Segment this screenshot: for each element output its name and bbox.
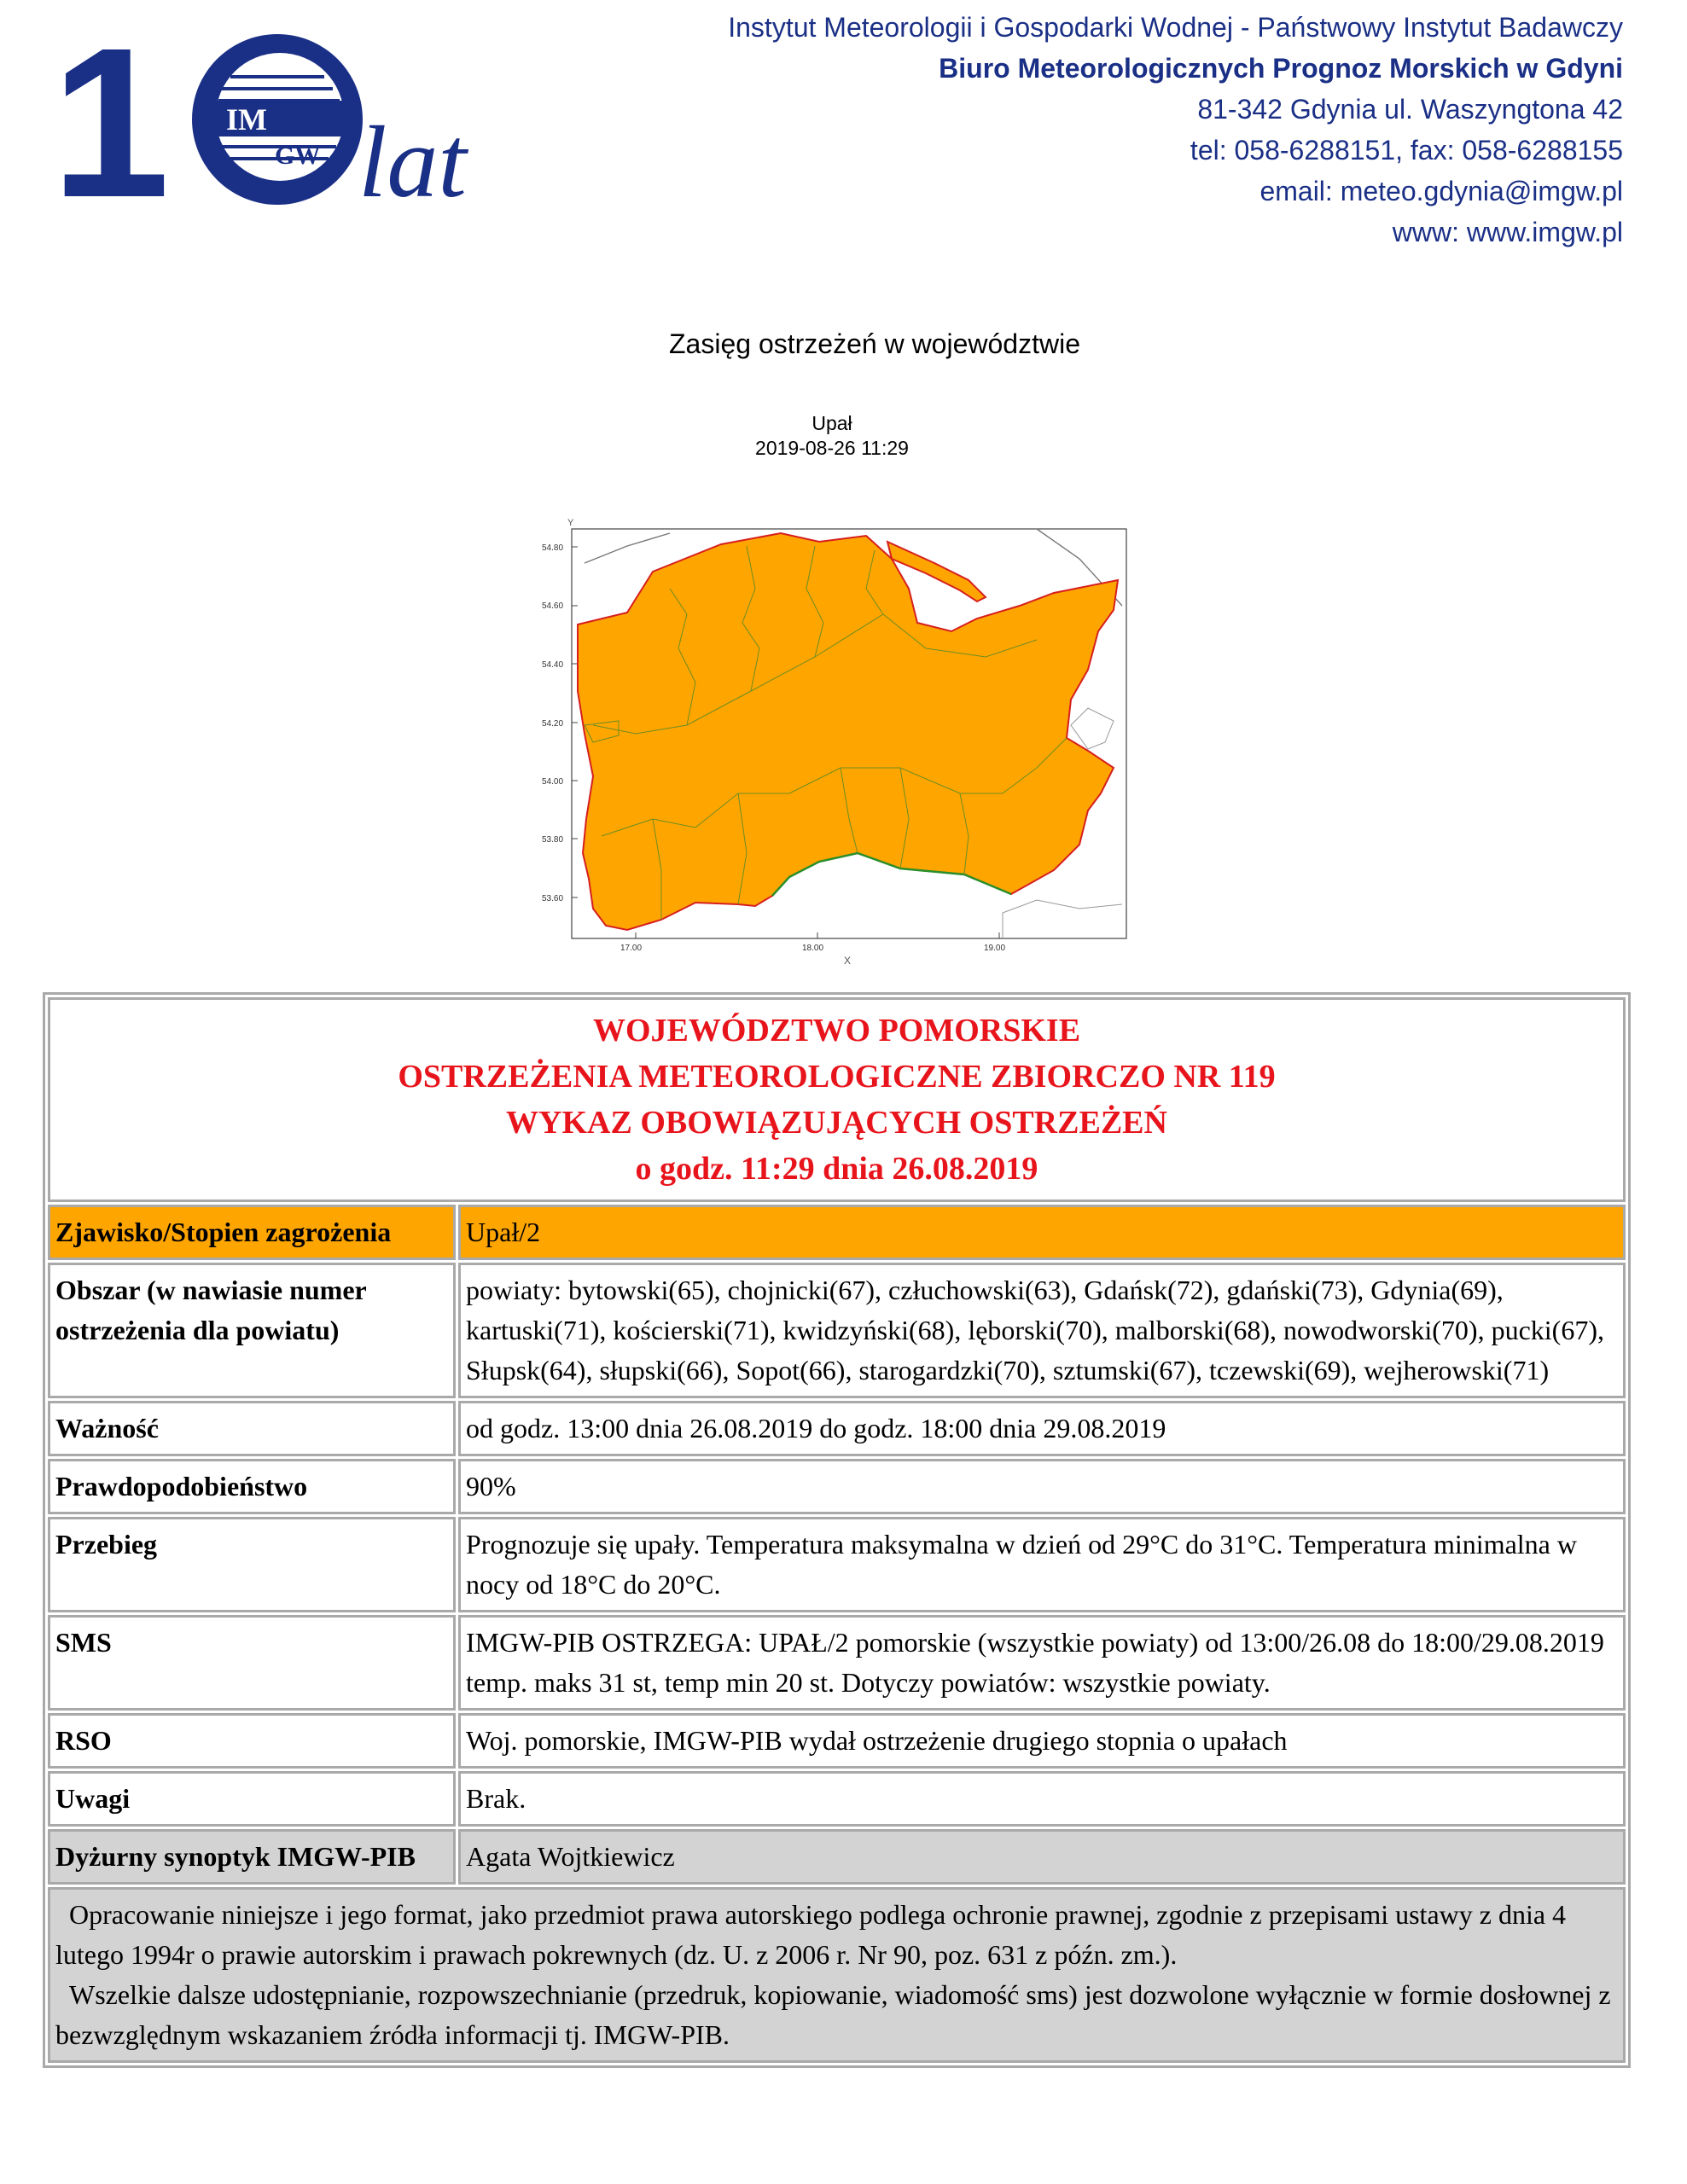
- x-tick-label: 17.00: [620, 944, 643, 953]
- org-phone-fax: tel: 058-6288151, fax: 058-6288155: [1190, 135, 1623, 166]
- row-value: IMGW-PIB OSTRZEGA: UPAŁ/2 pomorskie (wszystkie powiaty) od 13:00/26.08 do 18:00/29.08.2019 temp. maks 31 st, temp min 20 st. Dotyczy powiatów: wszystkie powiaty.: [458, 1615, 1626, 1711]
- warning-title-time: o godz. 11:29 dnia 26.08.2019: [635, 1151, 1038, 1187]
- row-label: Dyżurny synoptyk IMGW-PIB: [48, 1829, 456, 1885]
- warning-map: [525, 512, 1139, 973]
- row-label: Zjawisko/Stopien zagrożenia: [48, 1205, 456, 1260]
- table-row-phenomenon: [48, 1205, 1626, 1260]
- map-y-axis-letter: Y: [567, 518, 574, 528]
- y-tick-label: 53.80: [542, 835, 564, 845]
- table-row-area: [48, 1263, 1626, 1398]
- imgw-100-lat-logo: [51, 17, 495, 213]
- org-website: www: www.imgw.pl: [1392, 217, 1623, 247]
- redistribution-paragraph: Wszelkie dalsze udostępnianie, rozpowszechnianie (przedruk, kopiowanie, wiadomość sms) jest dozwolone wyłącznie w formie dosłownej z bezwzględnym wskazaniem źródła informacji tj. IMGW-PIB.: [55, 1979, 1611, 2050]
- table-row-sms: [48, 1615, 1626, 1711]
- table-row-probability: [48, 1459, 1626, 1514]
- warning-header: [48, 997, 1626, 1202]
- copyright-note: [48, 1887, 1626, 2063]
- row-label: Uwagi: [48, 1771, 456, 1827]
- map-phenomenon: Upał: [812, 412, 852, 434]
- row-value: Prognozuje się upały. Temperatura maksymalna w dzień od 29°C do 31°C. Temperatura minimalna w nocy od 18°C do 20°C.: [458, 1517, 1626, 1612]
- row-label: Prawdopodobieństwo: [48, 1459, 456, 1514]
- row-label: Przebieg: [48, 1517, 456, 1612]
- row-label: RSO: [48, 1713, 456, 1769]
- y-tick-label: 53.60: [542, 894, 564, 903]
- row-label: SMS: [48, 1615, 456, 1711]
- row-value: Upał/2: [458, 1205, 1626, 1260]
- row-value: Brak.: [458, 1771, 1626, 1827]
- organization-header: [514, 7, 1623, 253]
- table-row-remarks: [48, 1771, 1626, 1827]
- table-row-course: [48, 1517, 1626, 1612]
- logo-word-lat: lat: [358, 105, 467, 213]
- row-value: Woj. pomorskie, IMGW-PIB wydał ostrzeżenie drugiego stopnia o upałach: [458, 1713, 1626, 1769]
- row-label: Obszar (w nawiasie numer ostrzeżenia dla powiatu): [48, 1263, 456, 1398]
- row-value: od godz. 13:00 dnia 26.08.2019 do godz. 18:00 dnia 29.08.2019: [458, 1401, 1626, 1456]
- row-label: Ważność: [48, 1401, 456, 1456]
- y-tick-label: 54.60: [542, 601, 564, 611]
- warning-title-region: WOJEWÓDZTWO POMORSKIE: [592, 1013, 1081, 1048]
- warning-table: [43, 992, 1631, 2068]
- map-x-ticks: [620, 944, 1005, 953]
- y-tick-label: 54.40: [542, 660, 564, 670]
- map-datetime: 2019-08-26 11:29: [755, 437, 909, 459]
- map-section-title: Zasięg ostrzeżeń w województwie: [669, 328, 1080, 359]
- y-tick-label: 54.20: [542, 719, 564, 729]
- row-value: 90%: [458, 1459, 1626, 1514]
- org-address: 81-342 Gdynia ul. Waszyngtona 42: [1197, 94, 1623, 125]
- logo-badge-top: IM: [226, 102, 267, 136]
- y-tick-label: 54.80: [542, 543, 564, 553]
- logo-digit-one: 1: [51, 17, 171, 213]
- row-value: powiaty: bytowski(65), chojnicki(67), człuchowski(63), Gdańsk(72), gdański(73), Gdynia(69), kartuski(71), kościerski(71), kwidzyński(68), lęborski(70), malborski(68), nowodworski(70), pucki(67), Słupsk(64), słupski(66), Sopot(66), starogardzki(70), sztumski(67), tczewski(69), wejherowski(71): [458, 1263, 1626, 1398]
- logo-badge-bottom: GW: [275, 142, 321, 170]
- org-office-name: Biuro Meteorologicznych Prognoz Morskich w Gdyni: [939, 53, 1623, 84]
- row-value: Agata Wojtkiewicz: [458, 1829, 1626, 1885]
- table-row-forecaster: [48, 1829, 1626, 1885]
- org-institute-name: Instytut Meteorologii i Gospodarki Wodnej - Państwowy Instytut Badawczy: [728, 12, 1623, 43]
- map-y-ticks: [542, 543, 563, 903]
- y-tick-label: 54.00: [542, 777, 564, 787]
- table-row-validity: [48, 1401, 1626, 1456]
- x-tick-label: 19.00: [984, 944, 1006, 953]
- warning-title-summary: OSTRZEŻENIA METEOROLOGICZNE ZBIORCZO NR 119: [398, 1059, 1276, 1095]
- map-caption: [0, 411, 1664, 461]
- x-tick-label: 18.00: [802, 944, 824, 953]
- map-x-axis-letter: X: [844, 955, 852, 967]
- warning-title-list: WYKAZ OBOWIĄZUJĄCYCH OSTRZEŻEŃ: [506, 1105, 1167, 1141]
- org-email: email: meteo.gdynia@imgw.pl: [1259, 176, 1623, 206]
- table-row-rso: [48, 1713, 1626, 1769]
- copyright-paragraph: Opracowanie niniejsze i jego format, jako przedmiot prawa autorskiego podlega ochronie prawnej, zgodnie z przepisami ustawy z dnia 4 lutego 1994r o prawie autorskim i prawach pokrewnych (dz. U. z 2006 r. Nr 90, poz. 631 z późn. zm.).: [55, 1899, 1567, 1970]
